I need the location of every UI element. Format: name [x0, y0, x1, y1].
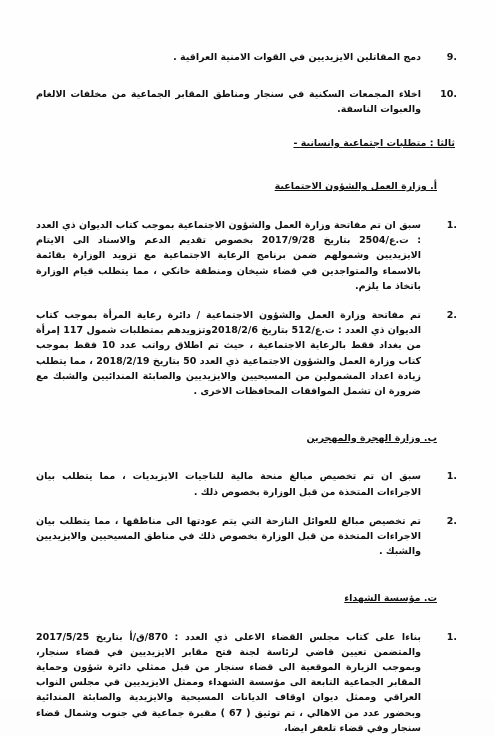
list-item	[36, 469, 457, 499]
list-item	[36, 308, 457, 399]
list-item	[36, 514, 457, 560]
item-number: 2.	[446, 310, 457, 322]
list-item	[36, 87, 457, 117]
document-body	[36, 50, 457, 736]
list-item	[36, 218, 457, 294]
list-item	[36, 630, 457, 736]
item-number: 10.	[440, 89, 457, 101]
item-text: سبق ان تم تخصيص مبالغ منحة مالية للناجيات الايزيديات ، مما يتطلب بيان الاجراءات المتخذة من قبل الوزارة بخصوص ذلك .	[36, 471, 421, 498]
item-text: سبق ان تم مفاتحة وزارة العمل والشؤون الاجتماعية بموجب كتاب الديوان ذي العدد : ت.ع/2504 بتاريخ 2017/9/28 بخصوص تقديم الدعم والاسناد الى الايتام الايزيديين وشمولهم ضمن برنامج الرعاية الاجتماعية مع تزويد الوزارة بقائمة بالاسماء والمتواجدين في قضاء شيخان ومنطقة خانكي ، مما يتطلب قيام الوزارة باتخاذ ما يلزم.	[36, 220, 422, 292]
item-number: 9.	[446, 52, 457, 63]
item-text: دمج المقاتلين الايزيديين في القوات الامنية العراقية .	[173, 52, 421, 63]
item-text: تم تخصيص مبالغ للعوائل النازحة التي يتم عودتها الى مناطقها ، مما يتطلب بيان الاجراءات المتخذة من قبل الوزارة بخصوص ذلك في مناطق المسيحيين والايزيديين والشبك .	[36, 515, 421, 558]
item-text: اخلاء المجمعات السكنية في سنجار ومناطق المقابر الجماعية من مخلفات الالغام والعبوات الناسفة.	[36, 89, 421, 116]
subsection-title: ب. وزارة الهجرة والمهجرين	[306, 432, 437, 444]
subsection-title: ت. مؤسسة الشهداء	[344, 592, 437, 604]
item-text: بناءا على كتاب مجلس القضاء الاعلى ذي العدد : 870/ق/أ بتاريخ 2017/5/25 والمتضمن تعيين قاضي لرئاسة لجنة فتح مقابر الايزيديين في قضاء سنجار، وبموجب الزيارة الموقعية الى قضاء سنجار من قبل ممثلي دائرة شؤون وحماية المقابر الجماعية التابعة الى مؤسسة الشهداء وممثل الايزيديين في مجلس النواب العراقي وممثل ديوان اوقاف الديانات المسيحية والايزيدية والصابئة المندائية وبحضور عدد من الاهالي ، تم توثيق ( 67 ) مقبرة جماعية في جنوب وشمال قضاء سنجار وفي قضاء تلعفر ايضا،	[36, 631, 421, 734]
item-number: 1.	[446, 631, 457, 643]
subsection-title: أ. وزارة العمل والشؤون الاجتماعية	[274, 181, 437, 193]
list-item	[36, 50, 457, 65]
item-number: 2.	[446, 515, 457, 527]
item-text: تم مفاتحة وزارة العمل والشؤون الاجتماعية / دائرة رعاية المرأة بموجب كتاب الديوان ذي العدد : ت.ع/512 بتاريخ 2018/2/6وتزويدهم بمتطلبات شمول 117 إمرأة من بغداد فقط بالرعاية الاجتماعية ، حيث تم اطلاق رواتب عدد 10 فقط بموجب كتاب وزارة العمل والشؤون الاجتماعية ذي العدد 50 بتاريخ 2018/2/19 ، مما يتطلب زيادة اعداد المشمولين من المسيحيين والايزيديين والصابئة المندائيين والشبك مع ضرورة ان تشمل الموافقات المحافظات الاخرى .	[36, 310, 422, 398]
item-number: 1.	[446, 220, 457, 232]
item-number: 1.	[446, 471, 457, 483]
section-title: ثالثا : متطلبات اجتماعية وانسانية -	[293, 138, 455, 150]
